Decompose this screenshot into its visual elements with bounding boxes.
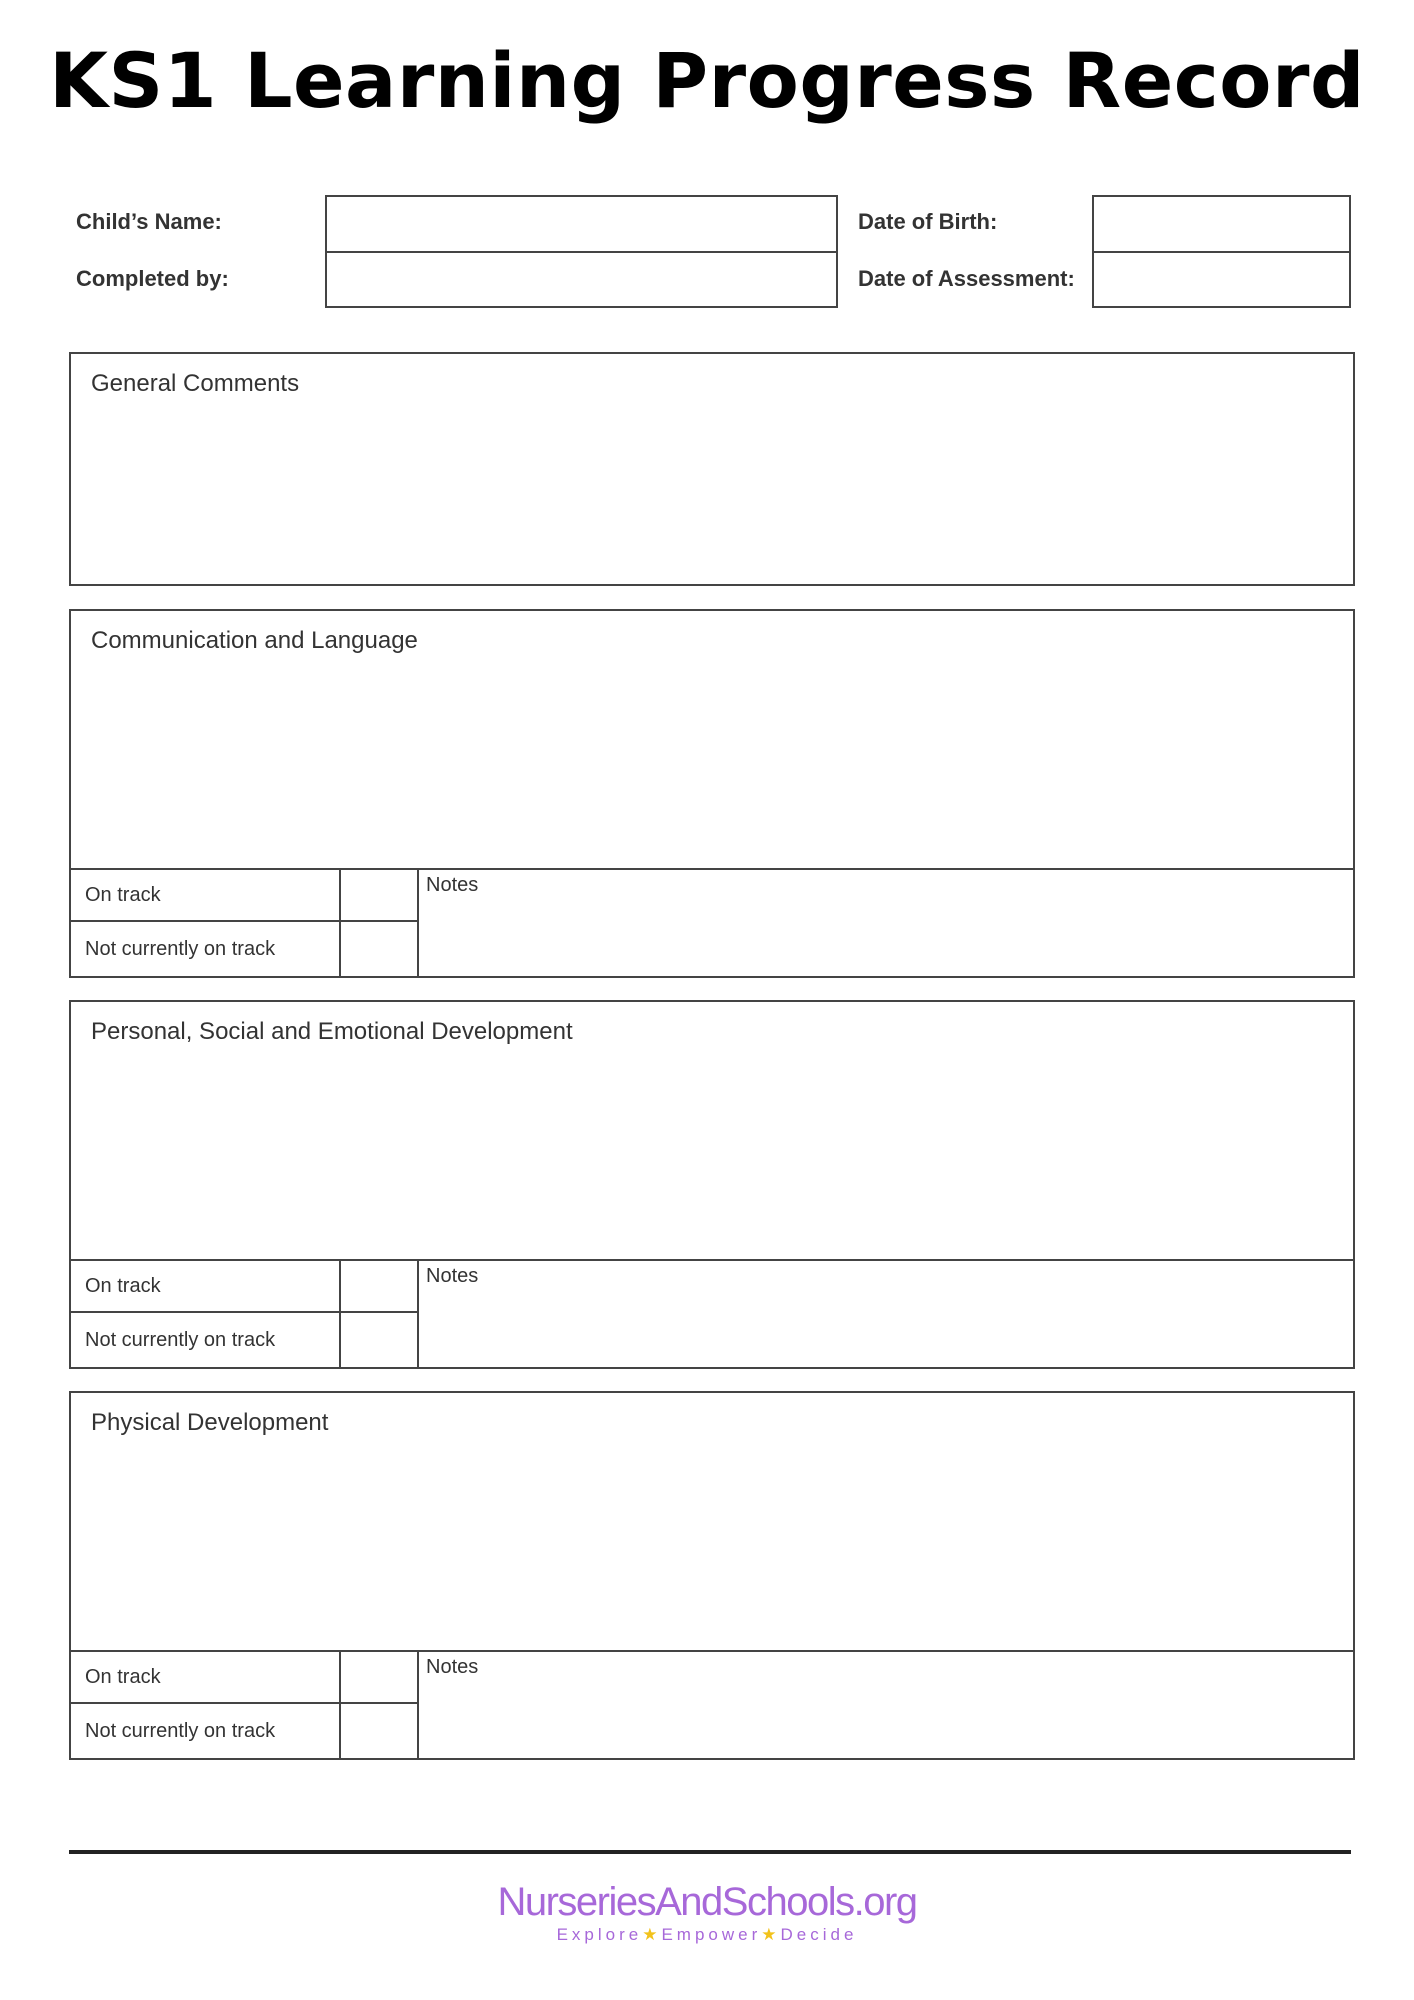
general-comments-panel[interactable] [69,352,1355,586]
assessment-date-field[interactable] [1092,251,1351,308]
not-on-track-label: Not currently on track [85,1329,276,1351]
tagline-empower: Empower [661,1925,762,1944]
on-track-label: On track [85,884,161,906]
section-physical-development [69,1391,1355,1760]
on-track-row [71,1259,341,1311]
notes-label: Notes [426,1265,479,1287]
child-name-label: Child’s Name: [76,209,222,234]
section-title: Physical Development [91,1409,329,1436]
not-on-track-checkbox[interactable] [341,920,419,976]
logo-tagline [0,1925,1414,1945]
completed-by-label: Completed by: [76,266,229,291]
on-track-label: On track [85,1275,161,1297]
section-title: Personal, Social and Emotional Development [91,1018,573,1045]
notes-field[interactable] [419,1650,1353,1758]
dob-field[interactable] [1092,195,1351,253]
not-on-track-checkbox[interactable] [341,1311,419,1367]
assessment-date-label: Date of Assessment: [858,266,1075,291]
section-title: Communication and Language [91,627,418,654]
on-track-row [71,1650,341,1702]
dob-label: Date of Birth: [858,209,998,234]
notes-field[interactable] [419,868,1353,976]
logo-text: NurseriesAndSchools.org [497,1880,917,1924]
notes-label: Notes [426,874,479,896]
page-title: KS1 Learning Progress Record [49,36,1365,125]
tagline-decide: Decide [780,1925,858,1944]
not-on-track-label: Not currently on track [85,1720,276,1742]
child-name-field[interactable] [325,195,838,253]
general-comments-title: General Comments [91,370,300,397]
section-communication-language [69,609,1355,978]
not-on-track-row [71,920,341,976]
not-on-track-row [71,1702,341,1758]
brand-logo [0,1880,1414,1945]
on-track-row [71,868,341,920]
section-personal-social-emotional [69,1000,1355,1369]
footer-divider [69,1850,1351,1854]
not-on-track-row [71,1311,341,1367]
on-track-label: On track [85,1666,161,1688]
notes-field[interactable] [419,1259,1353,1367]
on-track-checkbox[interactable] [341,1259,419,1311]
completed-by-field[interactable] [325,251,838,308]
tagline-explore: Explore [556,1925,643,1944]
not-on-track-label: Not currently on track [85,938,276,960]
star-icon: ★ [761,1925,781,1944]
on-track-checkbox[interactable] [341,1650,419,1702]
on-track-checkbox[interactable] [341,868,419,920]
star-icon: ★ [642,1925,662,1944]
not-on-track-checkbox[interactable] [341,1702,419,1758]
notes-label: Notes [426,1656,479,1678]
